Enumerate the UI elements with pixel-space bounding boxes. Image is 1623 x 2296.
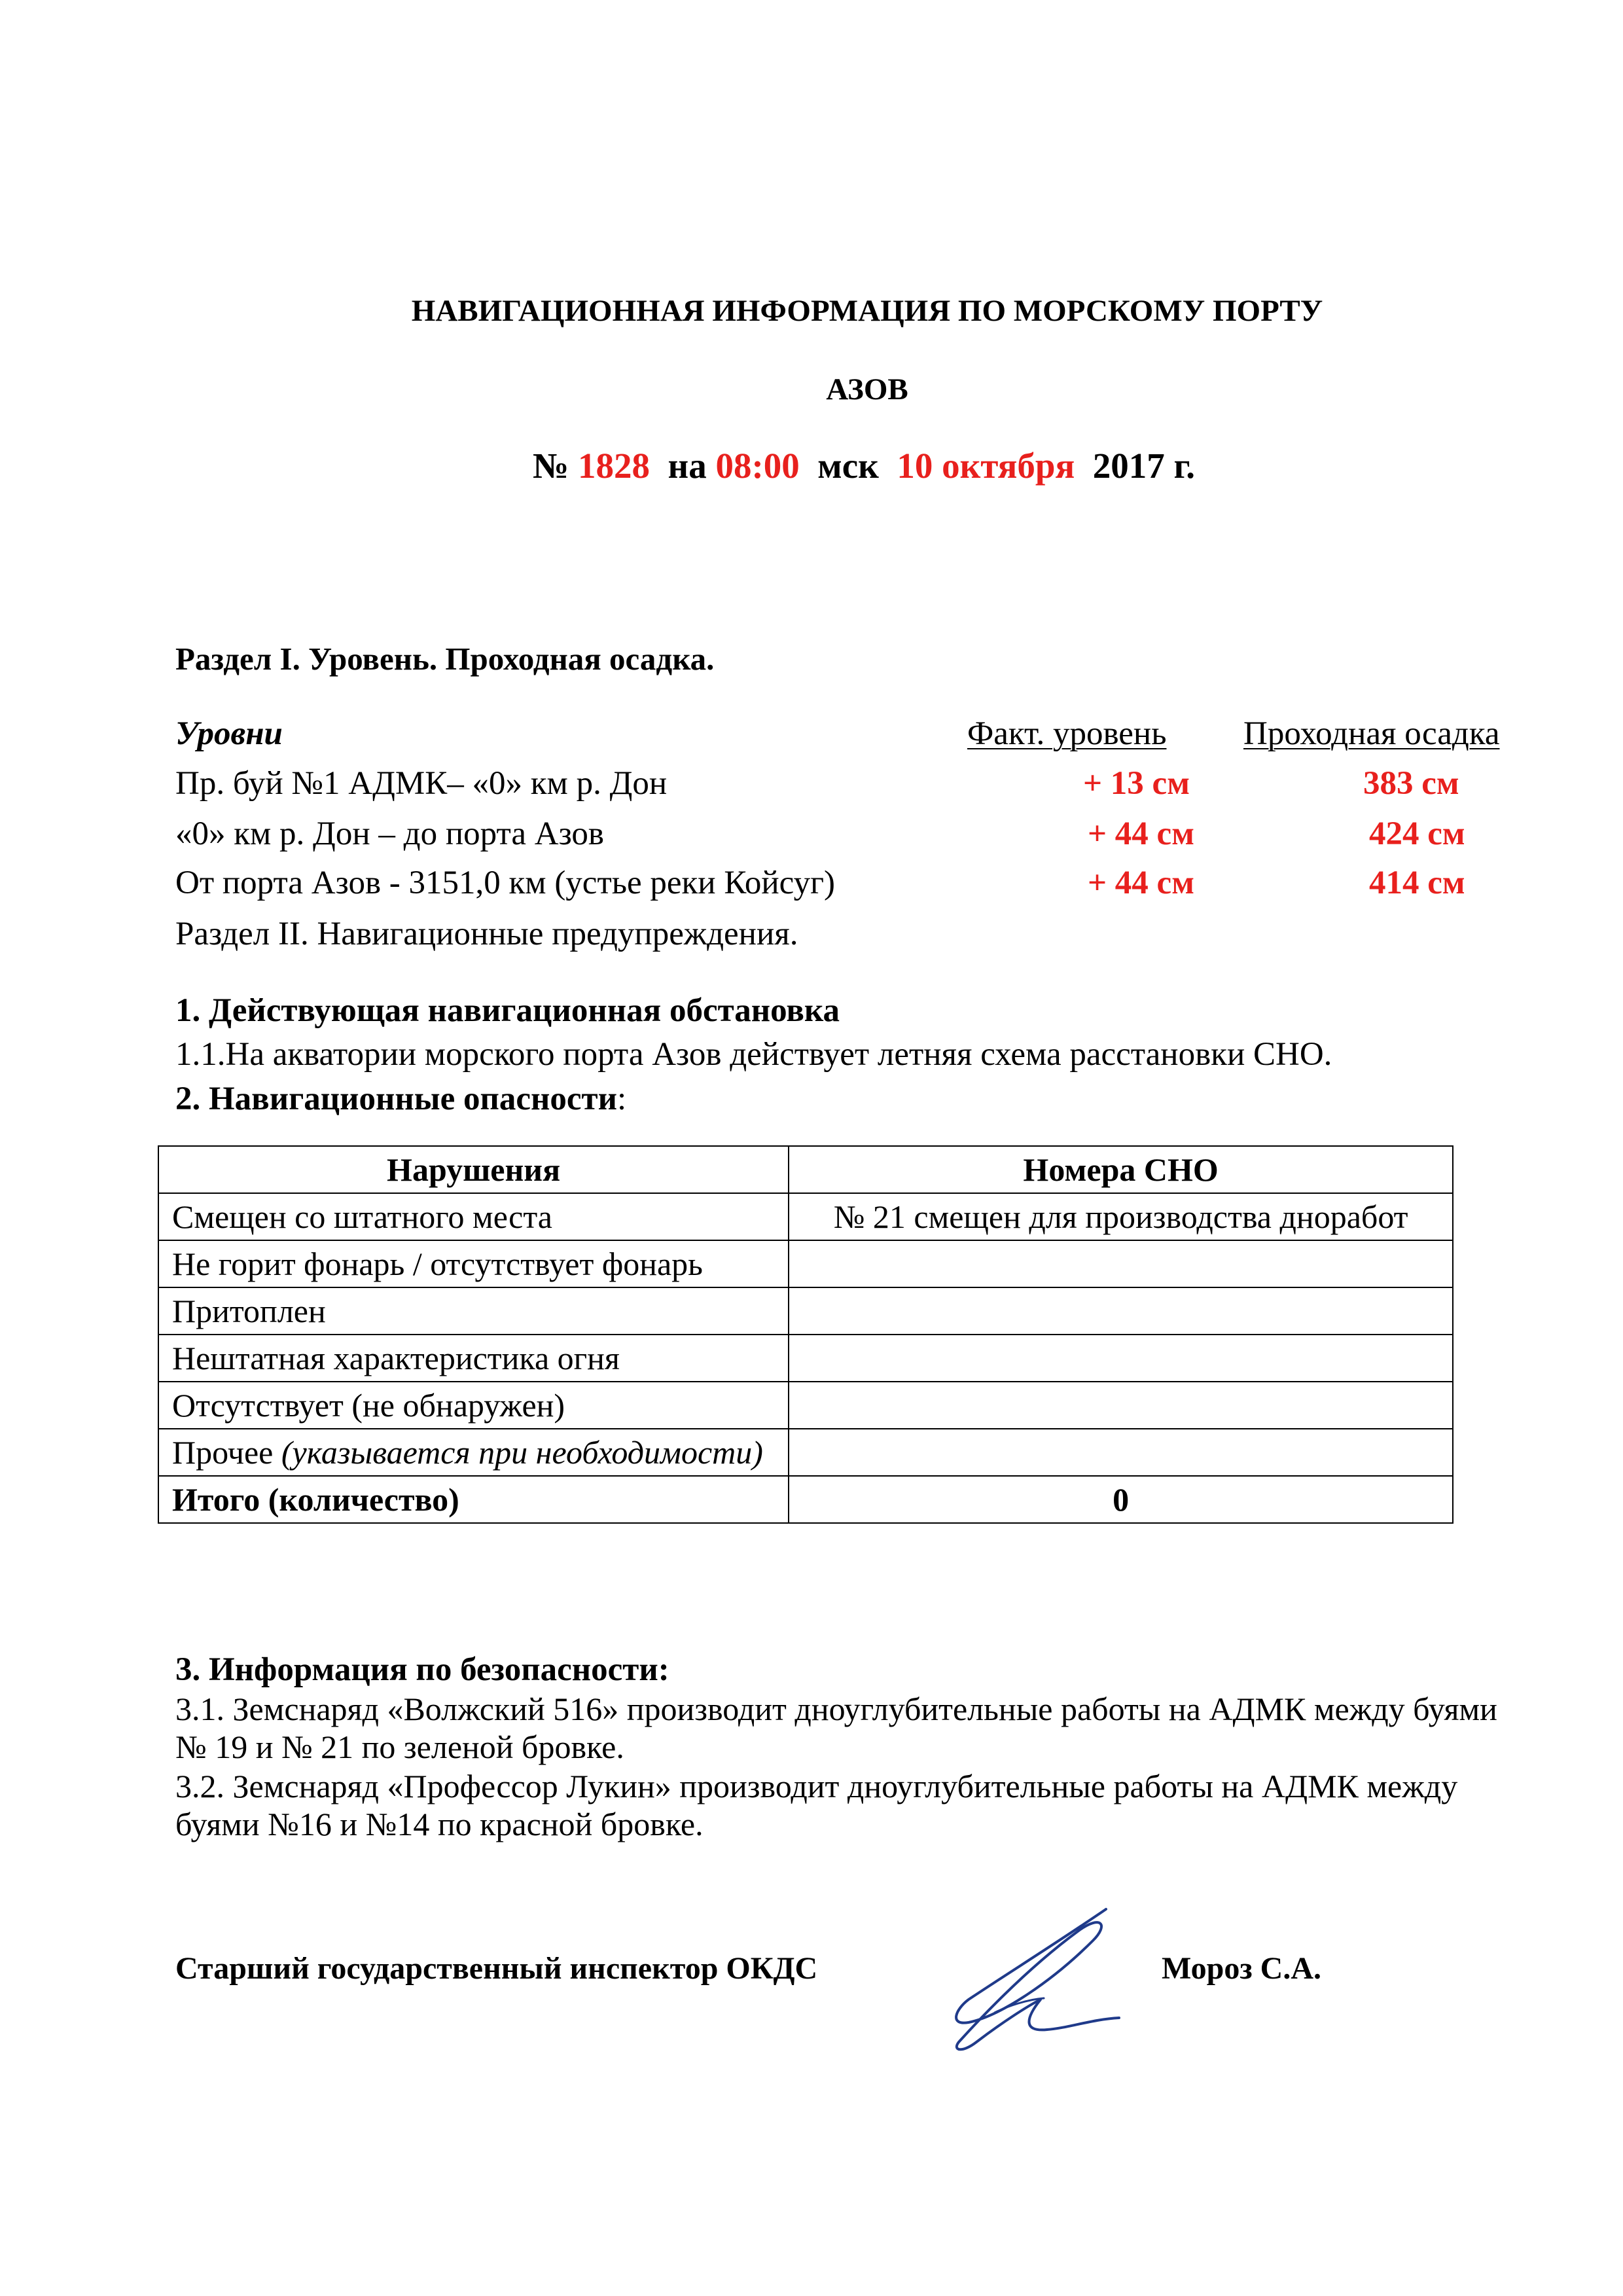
other-label: Прочее (172, 1434, 281, 1471)
level-row-2-fact: + 44 см (1088, 816, 1194, 852)
table-header-row (158, 1146, 1453, 1193)
safety-item-1: 3.1. Земснаряд «Волжский 516» производит дноуглубительные работы на АДМК между буями № 19 и № 21 по зеленой бровке. (175, 1691, 1497, 1765)
violation-cell: Притоплен (158, 1287, 789, 1335)
inspector-position: Старший государственный инспектор ОКДС (175, 1951, 818, 1986)
inspector-name: Мороз С.А. (1162, 1951, 1321, 1986)
level-row-3-draft: 414 см (1369, 865, 1465, 901)
sub2-colon: : (616, 1081, 627, 1117)
sub2-heading-line (175, 1080, 626, 1118)
section1-heading: Раздел I. Уровень. Проходная осадка. (175, 641, 715, 677)
table-row (158, 1240, 1453, 1287)
other-note: (указывается при необходимости) (281, 1434, 763, 1471)
sno-cell (789, 1382, 1453, 1429)
sno-cell (789, 1335, 1453, 1382)
table-row (158, 1193, 1453, 1240)
safety-item-2: 3.2. Земснаряд «Профессор Лукин» производит дноуглубительные работы на АДМК между буями №16 и №14 по красной бровке. (175, 1768, 1458, 1842)
bulletin-date: 10 октября (897, 446, 1075, 486)
violations-table (158, 1145, 1454, 1524)
level-row-2-name: «0» км р. Дон – до порта Азов (175, 816, 605, 852)
violation-cell: Смещен со штатного места (158, 1193, 789, 1240)
bulletin-time: 08:00 (715, 446, 800, 486)
sno-cell: № 21 смещен для производства дноработ (789, 1193, 1453, 1240)
sub1-text: 1.1.На акватории морского порта Азов действует летняя схема расстановки СНО. (175, 1036, 1332, 1073)
fact-level-header: Факт. уровень (967, 715, 1167, 752)
col-sno-header: Номера СНО (789, 1146, 1453, 1193)
title-line-1: НАВИГАЦИОННАЯ ИНФОРМАЦИЯ ПО МОРСКОМУ ПОРТУ (411, 294, 1323, 328)
level-row-1-fact: + 13 см (1083, 765, 1190, 802)
total-label: Итого (количество) (158, 1476, 789, 1523)
sno-cell (789, 1429, 1453, 1476)
at-word: на (668, 446, 707, 486)
total-value: 0 (789, 1476, 1453, 1523)
handwritten-signature (929, 1901, 1139, 2058)
bulletin-year: 2017 г. (1092, 446, 1195, 486)
violation-cell: Нештатная характеристика огня (158, 1335, 789, 1382)
bulletin-number-line (0, 445, 1623, 486)
bulletin-number: 1828 (578, 446, 651, 486)
sub1-heading: 1. Действующая навигационная обстановка (175, 992, 840, 1029)
table-total-row (158, 1476, 1453, 1523)
title-line-2: АЗОВ (826, 372, 908, 406)
level-row-1-name: Пр. буй №1 АДМК– «0» км р. Дон (175, 765, 668, 802)
section2-heading: Раздел II. Навигационные предупреждения. (175, 916, 798, 952)
violation-cell: Не горит фонарь / отсутствует фонарь (158, 1240, 789, 1287)
table-row-other (158, 1429, 1453, 1476)
sno-cell (789, 1287, 1453, 1335)
number-prefix: № (532, 446, 569, 486)
level-row-3-name: От порта Азов - 3151,0 км (устье реки Койсуг) (175, 865, 835, 901)
sno-cell (789, 1240, 1453, 1287)
levels-header: Уровни (175, 715, 283, 752)
sub2-heading: 2. Навигационные опасности (175, 1081, 617, 1117)
table-row (158, 1287, 1453, 1335)
level-row-2-draft: 424 см (1369, 816, 1465, 852)
other-violation-cell (158, 1429, 789, 1476)
table-row (158, 1335, 1453, 1382)
level-row-1-draft: 383 см (1363, 765, 1459, 802)
draft-header: Проходная осадка (1243, 715, 1500, 752)
col-violations-header: Нарушения (158, 1146, 789, 1193)
level-row-3-fact: + 44 см (1088, 865, 1194, 901)
timezone: мск (817, 446, 879, 486)
section3-heading: 3. Информация по безопасности: (175, 1651, 669, 1688)
table-row (158, 1382, 1453, 1429)
violation-cell: Отсутствует (не обнаружен) (158, 1382, 789, 1429)
